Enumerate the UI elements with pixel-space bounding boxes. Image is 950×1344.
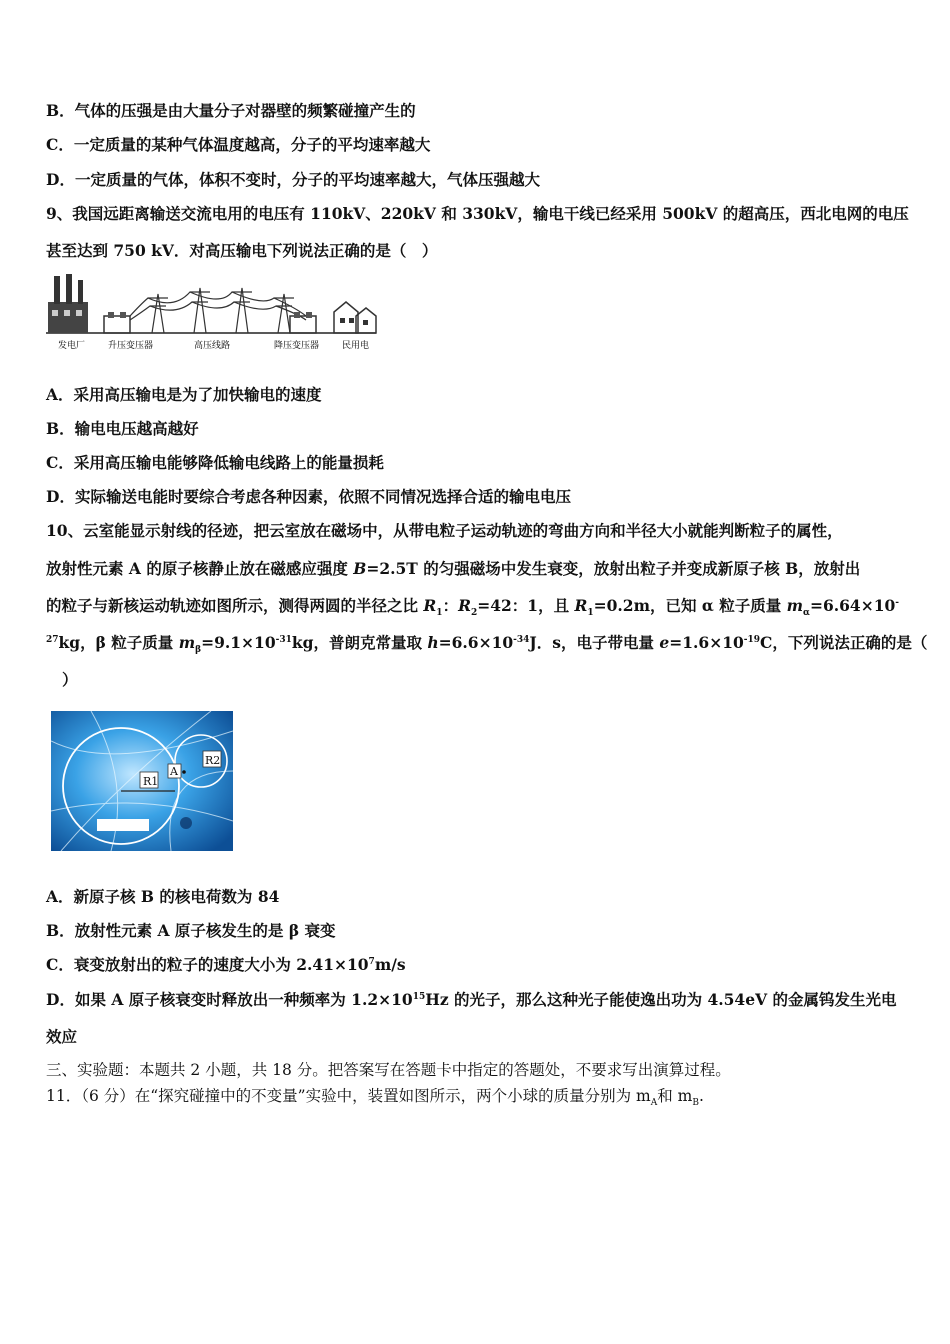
q11-stem: 11．（6 分）在“探究碰撞中的不变量”实验中，装置如图所示，两个小球的质量分别为 $m_A$和 $m_B$. [46, 1087, 704, 1109]
label-power-plant: 发电厂 [58, 341, 86, 351]
q10-option-d: D．如果 A 原子核衰变时释放出一种频率为 $1.2\times 10^{15}Hz$ 的光子，那么这种光子能使逸出功为 4.54eV 的金属钨发生光电 [46, 990, 897, 1009]
q10-option-b: B．放射性元素 A 原子核发生的是 β 衰变 [46, 921, 336, 940]
power-transmission-figure [44, 272, 378, 354]
q8-option-b: B．气体的压强是由大量分子对器壁的频繁碰撞产生的 [46, 101, 416, 120]
label-civil-power: 民用电 [342, 341, 370, 351]
label-r1: R1 [143, 775, 159, 788]
label-a: A [170, 765, 178, 778]
q9-option-d: D．实际输送电能时要综合考虑各种因素，依照不同情况选择合适的输电电压 [46, 487, 571, 506]
label-step-up: 升压变压器 [108, 341, 154, 351]
q9-stem-line2: 甚至达到 750 kV．对高压输电下列说法正确的是（ ） [46, 241, 438, 260]
label-r2: R2 [205, 754, 221, 767]
q9-stem-line1: 9、我国远距离输送交流电用的电压有 110kV、220kV 和 330kV，输电干线已经采用 500kV 的超高压，西北电网的电压 [46, 204, 909, 223]
cloud-chamber-figure [51, 711, 233, 851]
q10-option-a: A．新原子核 B 的核电荷数为 84 [46, 887, 280, 906]
q10-stem-line4: $^{27}$kg，β 粒子质量 $m_\beta=9.1\times 10^{-31}kg$，普朗克常量取 $h=6.6\times 10^{-34}J$．s，电子带电量 $e=1.6\times 10^{-19}C$，下列说法正确的是（ [46, 633, 928, 656]
q10-option-d-line2: 效应 [46, 1027, 78, 1046]
q10-stem-line5: ） [62, 670, 78, 689]
q9-option-a: A．采用高压输电是为了加快输电的速度 [46, 385, 322, 404]
q10-stem-line3: 的粒子与新核运动轨迹如图所示，测得两圆的半径之比 $R_1$：$R_2=42$：1，且 $R_1=0.2m$，已知 α 粒子质量 $m_\alpha=6.64\times 10^-$ [46, 596, 900, 619]
q10-stem-line2: 放射性元素 A 的原子核静止放在磁感应强度 B=2.5T 的匀强磁场中发生衰变，放射出粒子并变成新原子核 B，放射出 [46, 559, 861, 578]
q9-option-b: B．输电电压越高越好 [46, 419, 199, 438]
q10-stem-line1: 10、云室能显示射线的径迹，把云室放在磁场中，从带电粒子运动轨迹的弯曲方向和半径大小就能判断粒子的属性， [46, 521, 843, 540]
q8-option-c: C．一定质量的某种气体温度越高，分子的平均速率越大 [46, 135, 431, 154]
q8-option-d: D．一定质量的气体，体积不变时，分子的平均速率越大，气体压强越大 [46, 170, 540, 189]
q9-option-c: C．采用高压输电能够降低输电线路上的能量损耗 [46, 453, 384, 472]
q10-option-c: C．衰变放射出的粒子的速度大小为 $2.41\times 10^7m/s$ [46, 955, 406, 974]
label-step-down: 降压变压器 [274, 341, 320, 351]
label-hv-line: 高压线路 [194, 341, 231, 351]
section3-title: 三、实验题：本题共 2 小题，共 18 分。把答案写在答题卡中指定的答题处，不要求写出演算过程。 [46, 1061, 731, 1079]
